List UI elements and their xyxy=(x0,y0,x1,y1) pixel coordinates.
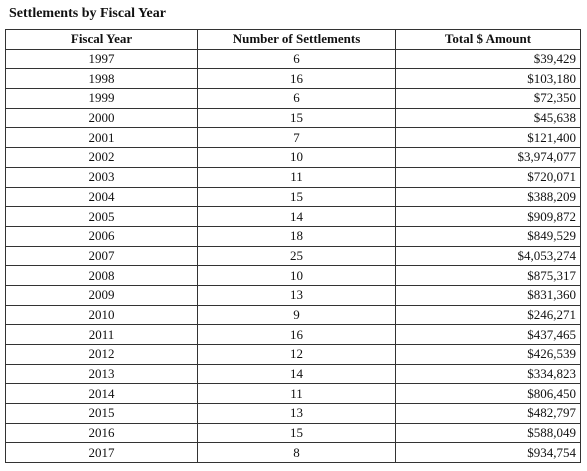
table-row xyxy=(6,285,581,305)
table-row xyxy=(6,246,581,266)
table-row xyxy=(6,108,581,128)
total-amount-cell: $426,539 xyxy=(396,345,581,365)
total-amount-cell: $246,271 xyxy=(396,305,581,325)
settlement-count-cell: 16 xyxy=(198,325,396,345)
settlement-count-cell: 14 xyxy=(198,207,396,227)
fiscal-year-cell: 2007 xyxy=(6,246,198,266)
fiscal-year-cell: 2008 xyxy=(6,266,198,286)
fiscal-year-cell: 2009 xyxy=(6,285,198,305)
total-amount-cell: $103,180 xyxy=(396,69,581,89)
table-row xyxy=(6,325,581,345)
fiscal-year-cell: 2006 xyxy=(6,226,198,246)
total-amount-cell: $45,638 xyxy=(396,108,581,128)
fiscal-year-cell: 2002 xyxy=(6,148,198,168)
table-row xyxy=(6,49,581,69)
fiscal-year-cell: 2004 xyxy=(6,187,198,207)
total-amount-cell: $849,529 xyxy=(396,226,581,246)
table-row xyxy=(6,345,581,365)
total-amount-cell: $3,974,077 xyxy=(396,148,581,168)
total-amount-cell: $909,872 xyxy=(396,207,581,227)
settlement-count-cell: 18 xyxy=(198,226,396,246)
settlement-count-cell: 10 xyxy=(198,266,396,286)
table-row xyxy=(6,128,581,148)
table-row xyxy=(6,364,581,384)
table-row xyxy=(6,69,581,89)
settlement-count-cell: 8 xyxy=(198,443,396,463)
table-header-row xyxy=(6,30,581,50)
settlement-count-cell: 6 xyxy=(198,89,396,109)
fiscal-year-cell: 2005 xyxy=(6,207,198,227)
table-row xyxy=(6,305,581,325)
table-row xyxy=(6,266,581,286)
table-row xyxy=(6,89,581,109)
settlement-count-cell: 10 xyxy=(198,148,396,168)
total-amount-cell: $39,429 xyxy=(396,49,581,69)
table-body xyxy=(6,49,581,462)
settlement-count-cell: 14 xyxy=(198,364,396,384)
settlement-count-cell: 11 xyxy=(198,167,396,187)
total-amount-cell: $588,049 xyxy=(396,423,581,443)
fiscal-year-cell: 2011 xyxy=(6,325,198,345)
settlement-count-cell: 15 xyxy=(198,108,396,128)
settlement-count-cell: 13 xyxy=(198,285,396,305)
fiscal-year-cell: 2001 xyxy=(6,128,198,148)
fiscal-year-cell: 2003 xyxy=(6,167,198,187)
total-amount-cell: $806,450 xyxy=(396,384,581,404)
settlement-count-cell: 11 xyxy=(198,384,396,404)
total-amount-cell: $831,360 xyxy=(396,285,581,305)
settlement-count-cell: 15 xyxy=(198,187,396,207)
fiscal-year-cell: 2016 xyxy=(6,423,198,443)
table-row xyxy=(6,167,581,187)
total-amount-cell: $482,797 xyxy=(396,404,581,424)
settlement-count-cell: 7 xyxy=(198,128,396,148)
settlement-count-cell: 12 xyxy=(198,345,396,365)
table-row xyxy=(6,423,581,443)
column-header-fiscal-year: Fiscal Year xyxy=(6,30,198,50)
total-amount-cell: $388,209 xyxy=(396,187,581,207)
fiscal-year-cell: 2015 xyxy=(6,404,198,424)
fiscal-year-cell: 2013 xyxy=(6,364,198,384)
fiscal-year-cell: 1997 xyxy=(6,49,198,69)
table-title: Settlements by Fiscal Year xyxy=(9,6,166,21)
fiscal-year-cell: 2000 xyxy=(6,108,198,128)
table-row xyxy=(6,384,581,404)
total-amount-cell: $4,053,274 xyxy=(396,246,581,266)
fiscal-year-cell: 2014 xyxy=(6,384,198,404)
settlement-count-cell: 15 xyxy=(198,423,396,443)
settlement-count-cell: 13 xyxy=(198,404,396,424)
total-amount-cell: $875,317 xyxy=(396,266,581,286)
total-amount-cell: $720,071 xyxy=(396,167,581,187)
table-row xyxy=(6,226,581,246)
table-row xyxy=(6,443,581,463)
column-header-number-of-settlements: Number of Settlements xyxy=(198,30,396,50)
table-row xyxy=(6,187,581,207)
fiscal-year-cell: 1998 xyxy=(6,69,198,89)
total-amount-cell: $72,350 xyxy=(396,89,581,109)
total-amount-cell: $934,754 xyxy=(396,443,581,463)
total-amount-cell: $121,400 xyxy=(396,128,581,148)
fiscal-year-cell: 1999 xyxy=(6,89,198,109)
total-amount-cell: $437,465 xyxy=(396,325,581,345)
table-row xyxy=(6,148,581,168)
settlement-count-cell: 25 xyxy=(198,246,396,266)
settlement-count-cell: 6 xyxy=(198,49,396,69)
settlements-table xyxy=(5,29,581,463)
table-row xyxy=(6,207,581,227)
settlement-count-cell: 16 xyxy=(198,69,396,89)
fiscal-year-cell: 2010 xyxy=(6,305,198,325)
settlement-count-cell: 9 xyxy=(198,305,396,325)
column-header-total-amount: Total $ Amount xyxy=(396,30,581,50)
fiscal-year-cell: 2012 xyxy=(6,345,198,365)
total-amount-cell: $334,823 xyxy=(396,364,581,384)
table-row xyxy=(6,404,581,424)
fiscal-year-cell: 2017 xyxy=(6,443,198,463)
